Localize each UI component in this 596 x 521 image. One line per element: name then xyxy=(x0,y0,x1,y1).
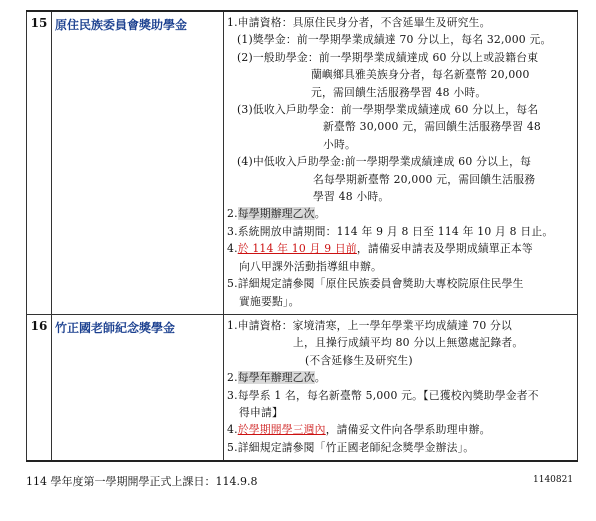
detail-line: 小時。 xyxy=(323,137,356,151)
detail-line: 5.詳細規定請參閱「原住民族委員會獎助大專校院原住民學生 xyxy=(227,277,524,291)
frequency-highlight: 每學期辦理乙次 xyxy=(237,207,315,221)
detail-line: (1)獎學金：前一學期學業成績達 70 分以上，每名 32,000 元。 xyxy=(237,33,552,47)
detail-line xyxy=(227,205,577,222)
punctuation: 。 xyxy=(314,207,326,221)
detail-line: 5.詳細規定請參閱「竹正國老師紀念獎學金辦法」。 xyxy=(227,440,475,454)
detail-line: 名每學期新臺幣 20,000 元，需回饋生活服務 xyxy=(313,172,536,186)
frequency-highlight: 每學年辦理乙次 xyxy=(237,371,315,385)
deadline-highlight: 於學期開學三週內 xyxy=(237,423,326,437)
detail-text: ，請備妥文件向各學系助理申辦。 xyxy=(325,423,491,437)
deadline-highlight: 於 114 年 10 月 9 日前 xyxy=(237,242,357,256)
detail-line: 蘭嶼鄉具雅美族身分者，每名新臺幣 20,000 xyxy=(311,68,530,82)
detail-line: 1.申請資格：家境清寒，上一學年學業平均成績達 70 分以 xyxy=(227,318,513,332)
scholarship-table xyxy=(26,10,578,462)
scholarship-name: 竹正國老師紀念獎學金 xyxy=(52,314,224,461)
detail-line: 向八甲課外活動指導組申辦。 xyxy=(239,259,382,273)
punctuation: 。 xyxy=(314,371,326,385)
detail-line xyxy=(227,369,577,386)
detail-line: (3)低收入戶助學金：前一學期學業成績達成 60 分以上，每名 xyxy=(237,103,539,117)
semester-start-note: 114 學年度第一學期開學正式上課日：114.9.8 xyxy=(26,475,258,488)
detail-line: 元，需回饋生活服務學習 48 小時。 xyxy=(311,85,487,99)
document-code: 1140821 xyxy=(533,475,574,485)
scholarship-name: 原住民族委員會獎助學金 xyxy=(52,11,224,314)
scholarship-details xyxy=(224,11,578,314)
detail-line: 得申請】 xyxy=(239,405,283,419)
detail-line: 新臺幣 30,000 元，需回饋生活服務學習 48 xyxy=(323,120,541,134)
detail-line: 3.每學系 1 名，每名新臺幣 5,000 元。【已獲校內獎助學金者不 xyxy=(227,388,539,402)
item-number: 4. xyxy=(227,423,238,437)
detail-line: (2)一般助學金：前一學期學業成績達成 60 分以上或設籍台東 xyxy=(237,50,539,64)
detail-line: (4)中低收入戶助學金:前一學期學業成績達成 60 分以上，每 xyxy=(237,155,532,169)
item-number: 2. xyxy=(227,207,238,221)
scholarship-details xyxy=(224,314,578,461)
detail-line: (不含延修生及研究生) xyxy=(305,353,413,367)
detail-line: 1.申請資格：具原住民身分者，不含延畢生及研究生。 xyxy=(227,16,491,29)
detail-line: 學習 48 小時。 xyxy=(313,190,390,204)
detail-text: ，請備妥申請表及學期成績單正本等 xyxy=(356,242,533,256)
item-number: 2. xyxy=(227,371,238,385)
table-row xyxy=(27,11,578,314)
detail-line xyxy=(227,421,577,438)
detail-line: 實施要點」。 xyxy=(239,294,300,308)
row-number: 15 xyxy=(27,11,52,314)
item-number: 4. xyxy=(227,242,238,256)
detail-line: 上，且操行成績平均 80 分以上無懲處記錄者。 xyxy=(293,336,524,350)
table-row xyxy=(27,314,578,461)
row-number: 16 xyxy=(27,314,52,461)
detail-line xyxy=(227,240,577,257)
detail-line: 3.系統開放申請期間：114 年 9 月 8 日至 114 年 10 月 8 日止。 xyxy=(227,224,554,238)
